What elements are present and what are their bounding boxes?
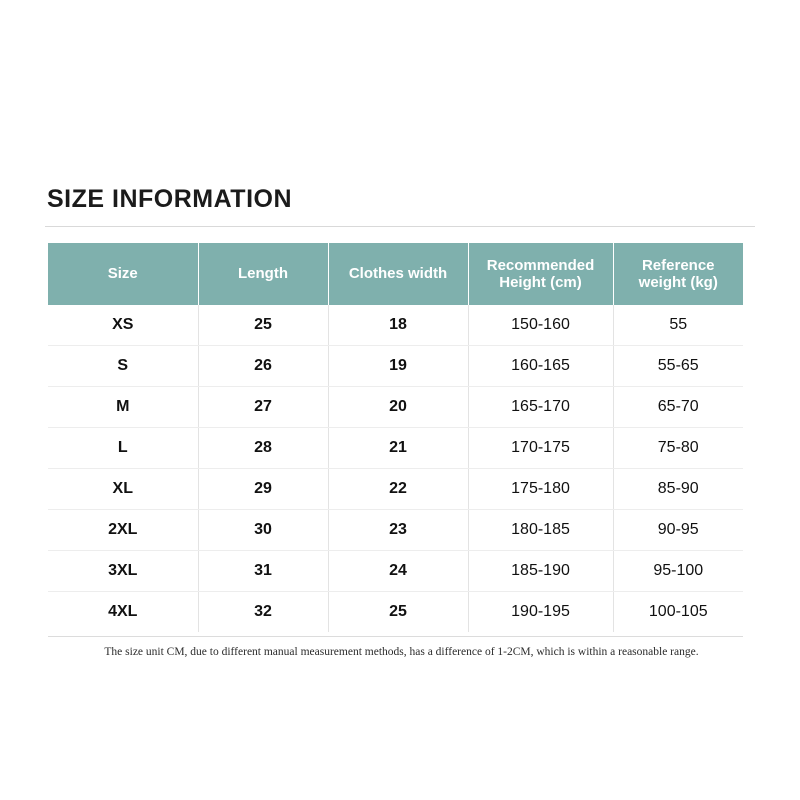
table-header [48,243,743,305]
cell-length: 25 [198,305,328,346]
cell-reference-weight: 100-105 [613,592,743,633]
cell-clothes-width: 18 [328,305,468,346]
cell-size: XL [48,469,198,510]
table-row [48,346,743,387]
cell-clothes-width: 21 [328,428,468,469]
cell-length: 31 [198,551,328,592]
table-row [48,469,743,510]
cell-clothes-width: 19 [328,346,468,387]
cell-clothes-width: 24 [328,551,468,592]
cell-size: 4XL [48,592,198,633]
cell-size: L [48,428,198,469]
cell-length: 32 [198,592,328,633]
table-header-row [48,243,743,305]
size-information-card [45,185,755,658]
cell-reference-weight: 95-100 [613,551,743,592]
cell-reference-weight: 90-95 [613,510,743,551]
size-table [48,243,743,632]
cell-clothes-width: 23 [328,510,468,551]
cell-reference-weight: 65-70 [613,387,743,428]
cell-size: M [48,387,198,428]
cell-size: 3XL [48,551,198,592]
measurement-note: The size unit CM, due to different manual measurement methods, has a difference of 1-2CM, which is within a reasonable range. [104,646,699,658]
cell-size: 2XL [48,510,198,551]
cell-reference-weight: 75-80 [613,428,743,469]
title-divider [45,226,755,227]
table-row [48,387,743,428]
cell-size: S [48,346,198,387]
table-row [48,305,743,346]
cell-recommended-height: 170-175 [468,428,613,469]
page-title: SIZE INFORMATION [47,185,293,213]
cell-reference-weight: 55 [613,305,743,346]
table-row [48,510,743,551]
cell-recommended-height: 160-165 [468,346,613,387]
cell-reference-weight: 85-90 [613,469,743,510]
cell-recommended-height: 185-190 [468,551,613,592]
cell-recommended-height: 150-160 [468,305,613,346]
cell-length: 30 [198,510,328,551]
cell-reference-weight: 55-65 [613,346,743,387]
cell-recommended-height: 175-180 [468,469,613,510]
cell-clothes-width: 25 [328,592,468,633]
column-header-clothes-width: Clothes width [328,243,468,305]
column-header-size: Size [48,243,198,305]
table-body [48,305,743,632]
table-row [48,551,743,592]
cell-length: 27 [198,387,328,428]
cell-length: 29 [198,469,328,510]
cell-length: 26 [198,346,328,387]
cell-size: XS [48,305,198,346]
cell-clothes-width: 22 [328,469,468,510]
column-header-recommended-height: Recommended Height (cm) [468,243,613,305]
table-row [48,428,743,469]
cell-recommended-height: 165-170 [468,387,613,428]
cell-recommended-height: 190-195 [468,592,613,633]
cell-clothes-width: 20 [328,387,468,428]
column-header-length: Length [198,243,328,305]
column-header-reference-weight: Reference weight (kg) [613,243,743,305]
cell-recommended-height: 180-185 [468,510,613,551]
cell-length: 28 [198,428,328,469]
table-row [48,592,743,633]
